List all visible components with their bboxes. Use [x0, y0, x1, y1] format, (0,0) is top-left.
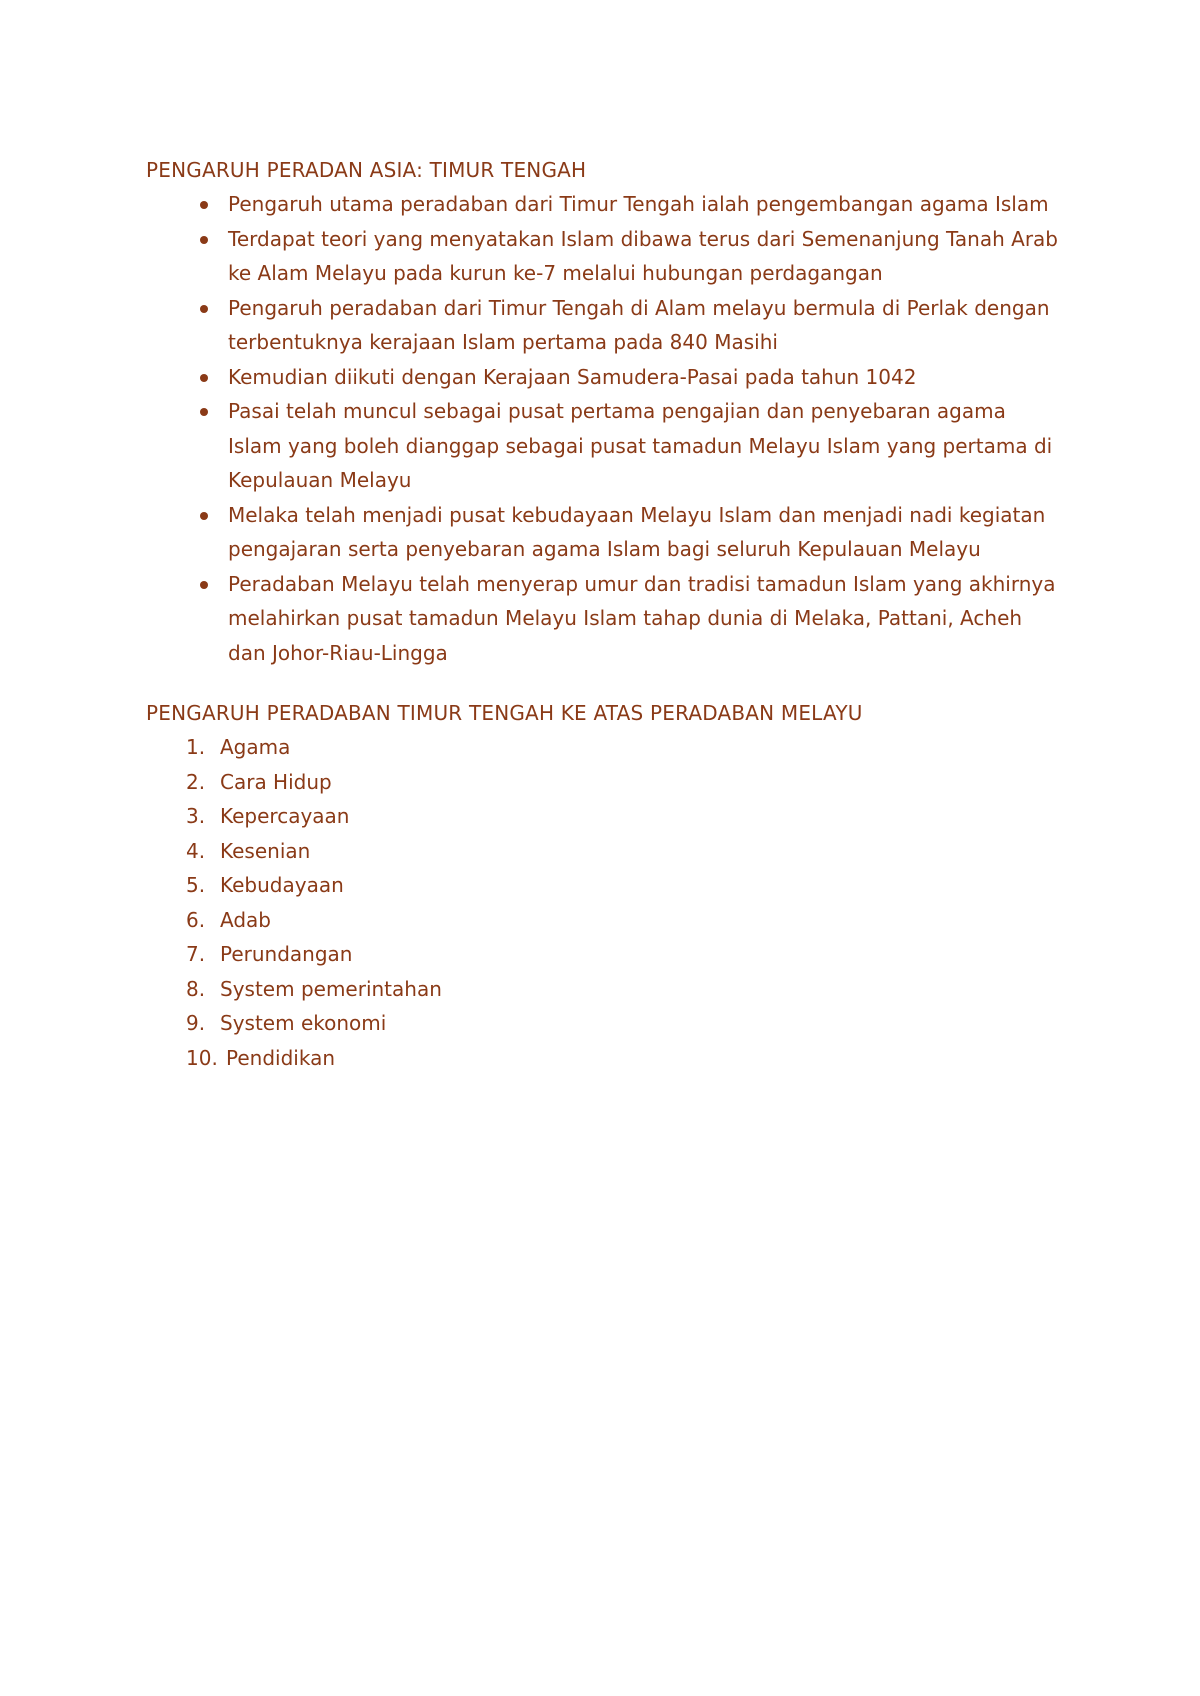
- list-number: 6.: [186, 907, 206, 932]
- list-text: Kesenian: [220, 838, 311, 863]
- bullet-text: Peradaban Melayu telah menyerap umur dan tradisi tamadun Islam yang akhirnya melahirkan pusat tamadun Melayu Islam tahap dunia di Melaka, Pattani, Acheh dan Johor-Riau-Lingga: [228, 571, 1056, 665]
- list-text: Pendidikan: [226, 1045, 335, 1070]
- bullet-dot-icon: [200, 374, 208, 382]
- bullet-dot-icon: [200, 581, 208, 589]
- document-body: [146, 153, 1066, 1075]
- bullet-item: [228, 187, 1066, 222]
- list-item: [186, 834, 1066, 869]
- section-1-bullet-list: [146, 187, 1066, 670]
- bullet-text: Pengaruh utama peradaban dari Timur Tengah ialah pengembangan agama Islam: [228, 192, 1049, 216]
- bullet-item: [228, 498, 1066, 567]
- list-text: Kepercayaan: [220, 804, 350, 828]
- bullet-text: Melaka telah menjadi pusat kebudayaan Melayu Islam dan menjadi nadi kegiatan pengajaran serta penyebaran agama Islam bagi seluruh Kepulauan Melayu: [228, 502, 1046, 561]
- list-number: 5.: [186, 873, 206, 897]
- bullet-text: Kemudian diikuti dengan Kerajaan Samudera-Pasai pada tahun 1042: [228, 364, 917, 389]
- bullet-item: [228, 291, 1066, 360]
- list-number: 4.: [186, 838, 206, 863]
- bullet-text: Terdapat teori yang menyatakan Islam dibawa terus dari Semenanjung Tanah Arab ke Alam Melayu pada kurun ke-7 melalui hubungan perdagangan: [228, 226, 1058, 285]
- list-number: 1.: [186, 735, 206, 759]
- bullet-dot-icon: [200, 305, 208, 313]
- bullet-item: [228, 394, 1066, 498]
- list-number: 10.: [186, 1045, 218, 1070]
- list-item: [186, 937, 1066, 972]
- list-text: Kebudayaan: [220, 873, 344, 897]
- list-item: [186, 1006, 1066, 1041]
- bullet-dot-icon: [200, 201, 208, 209]
- bullet-dot-icon: [200, 408, 208, 416]
- bullet-item: [228, 567, 1066, 671]
- list-text: Cara Hidup: [220, 769, 332, 794]
- list-number: 8.: [186, 976, 206, 1001]
- bullet-dot-icon: [200, 236, 208, 244]
- list-item: [186, 1041, 1066, 1076]
- list-text: Agama: [220, 735, 291, 759]
- section-1-heading: PENGARUH PERADAN ASIA: TIMUR TENGAH: [146, 158, 587, 182]
- list-text: Adab: [220, 907, 271, 932]
- list-number: 9.: [186, 1011, 206, 1035]
- list-text: Perundangan: [220, 942, 353, 966]
- list-text: System ekonomi: [220, 1011, 387, 1035]
- bullet-item: [228, 222, 1066, 291]
- list-item: [186, 868, 1066, 903]
- list-number: 3.: [186, 804, 206, 828]
- bullet-text: Pengaruh peradaban dari Timur Tengah di Alam melayu bermula di Perlak dengan terbentuknya kerajaan Islam pertama pada 840 Masihi: [228, 295, 1050, 354]
- list-item: [186, 903, 1066, 938]
- bullet-text: Pasai telah muncul sebagai pusat pertama pengajian dan penyebaran agama Islam yang boleh dianggap sebagai pusat tamadun Melayu Islam yang pertama di Kepulauan Melayu: [228, 399, 1053, 492]
- list-number: 2.: [186, 769, 206, 794]
- section-2-numbered-list: [146, 730, 1066, 1075]
- list-text: System pemerintahan: [220, 976, 442, 1001]
- list-item: [186, 972, 1066, 1007]
- bullet-item: [228, 360, 1066, 395]
- list-item: [186, 730, 1066, 765]
- bullet-dot-icon: [200, 512, 208, 520]
- list-item: [186, 799, 1066, 834]
- list-item: [186, 765, 1066, 800]
- list-number: 7.: [186, 942, 206, 966]
- section-2-heading: PENGARUH PERADABAN TIMUR TENGAH KE ATAS PERADABAN MELAYU: [146, 701, 863, 725]
